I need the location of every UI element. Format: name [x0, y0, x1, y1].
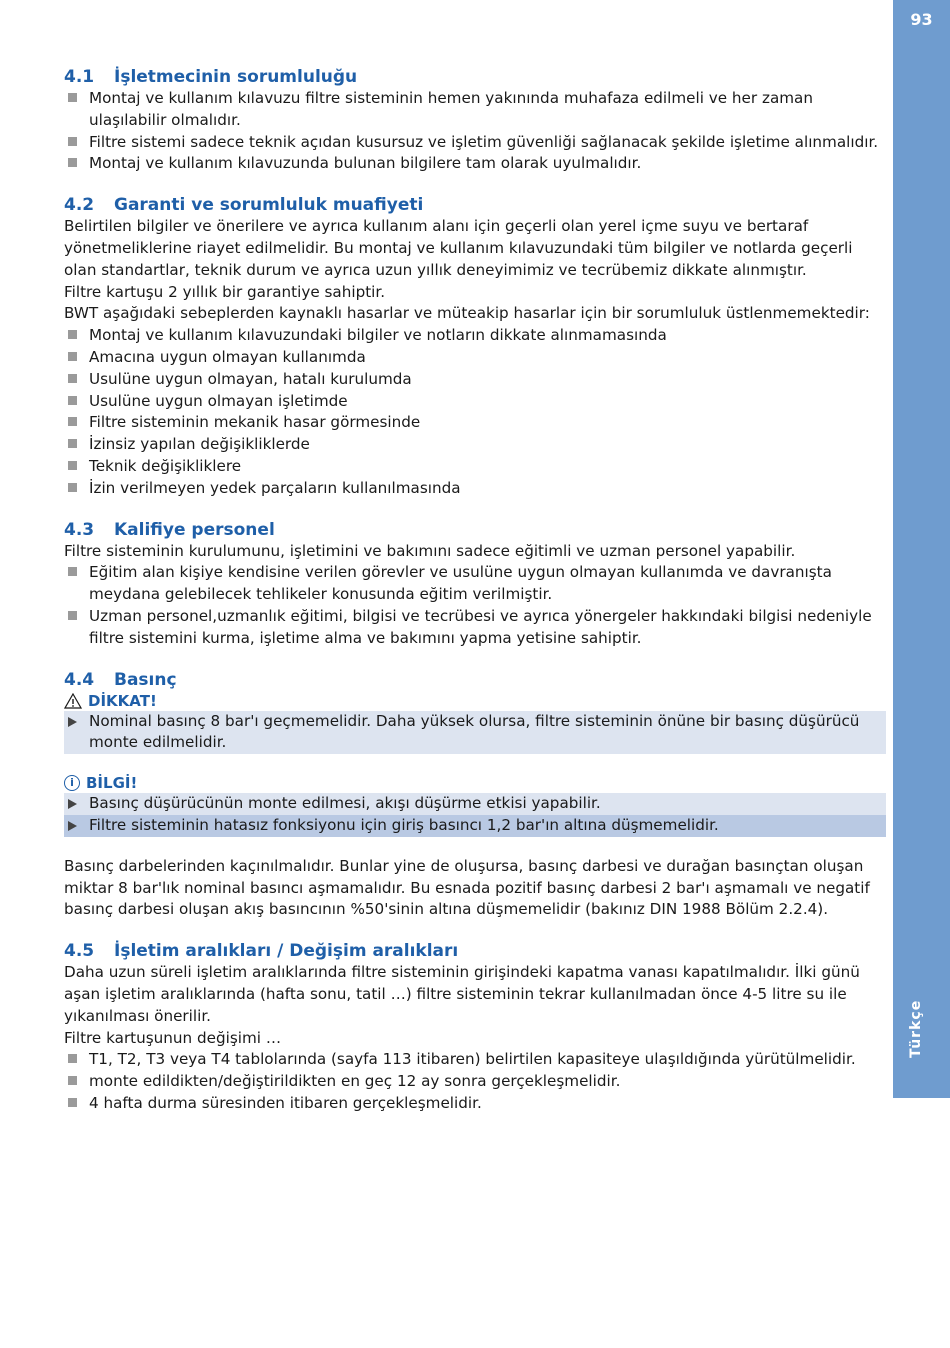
paragraph: Basınç darbelerinden kaçınılmalıdır. Bunlar yine de oluşursa, basınç darbesi ve durağan basınçtan oluşan miktar 8 bar'lık nominal basıncı aşmamalıdır. Bu esnada pozitif basınç darbesi 2 bar'ı aşmamalı ve negatif basınç darbesi oluşan akış basıncının %50'sinin altına düşmemelidir (bakınız DIN 1988 Bölüm 2.2.4).	[64, 856, 870, 919]
info-text: BİLGİ!	[86, 774, 138, 793]
list-item: Usulüne uygun olmayan işletimde	[64, 391, 886, 413]
paragraph: Filtre kartuşu 2 yıllık bir garantiye sahiptir.	[64, 282, 386, 301]
paragraph: Belirtilen bilgiler ve önerilere ve ayrıca kullanım alanı için geçerli olan yerel içme suyu ve bertaraf yönetmeliklerine riayet edilmelidir. Bu montaj ve kullanım kılavuzundaki tüm bilgiler ve notlarda geçerli olan standartlar, teknik durum ve ayrıca uzun yıllık deneyimimiz ve tecrübemiz dikkate alınmıştır.	[64, 217, 853, 279]
bullet-list	[64, 88, 886, 175]
bullet-list	[64, 562, 886, 649]
info-icon: i	[64, 775, 80, 791]
page-content	[64, 66, 886, 1115]
language-sidebar	[893, 0, 950, 1098]
paragraph: BWT aşağıdaki sebeplerden kaynaklı hasarlar ve müteakip hasarlar için bir sorumluluk üstlenmemektedir:	[64, 304, 870, 323]
warning-icon	[64, 693, 82, 709]
list-item: Uzman personel,uzmanlık eğitimi, bilgisi ve tecrübesi ve ayrıca yönergeler hakkındaki bilgisi nedeniyle filtre sistemini kurma, işletime alma ve bakımını yapma yetisine sahiptir.	[64, 606, 886, 650]
section-title: Garanti ve sorumluluk muafiyeti	[114, 195, 424, 216]
bullet-list	[64, 1049, 886, 1114]
list-item: Montaj ve kullanım kılavuzu filtre sisteminin hemen yakınında muhafaza edilmeli ve her zaman ulaşılabilir olmalıdır.	[64, 88, 886, 132]
section-number: 4.1	[64, 67, 95, 87]
list-item: T1, T2, T3 veya T4 tablolarında (sayfa 113 itibaren) belirtilen kapasiteye ulaşıldığında yürütülmelidir.	[64, 1049, 886, 1071]
section-title: İşletmecinin sorumluluğu	[114, 67, 358, 87]
section-heading	[64, 669, 886, 691]
list-item: Filtre sisteminin mekanik hasar görmesinde	[64, 412, 886, 434]
list-item: Filtre sistemi sadece teknik açıdan kusursuz ve işletim güvenliği sağlanacak şekilde işletime alınmalıdır.	[64, 132, 886, 154]
list-item: Eğitim alan kişiye kendisine verilen görevler ve usulüne uygun olmayan kullanımda ve davranışta meydana gelebilecek tehlikeler konusunda eğitim verilmiştir.	[64, 562, 886, 606]
warning-label	[64, 691, 886, 711]
section-title: Basınç	[114, 669, 177, 690]
section-heading	[64, 940, 886, 962]
paragraph: Filtre sisteminin kurulumunu, işletimini ve bakımını sadece eğitimli ve uzman personel yapabilir.	[64, 541, 796, 560]
section-title: İşletim aralıkları / Değişim aralıkları	[114, 941, 459, 962]
info-label	[64, 773, 886, 793]
list-item: İzinsiz yapılan değişikliklerde	[64, 434, 886, 456]
paragraph: Daha uzun süreli işletim aralıklarında filtre sisteminin girişindeki kapatma vanası kapatılmalıdır. İlki günü aşan işletim aralıklarında (hafta sonu, tatil …) filtre sisteminin tekrar kullanılmadan önce 4-5 litre su ile yıkanılması önerilir.	[64, 963, 860, 1025]
list-item: 4 hafta durma süresinden itibaren gerçekleşmelidir.	[64, 1093, 886, 1115]
section-number: 4.2	[64, 195, 95, 216]
warning-text: DİKKAT!	[88, 691, 157, 710]
info-item: Basınç düşürücünün monte edilmesi, akışı düşürme etkisi yapabilir.	[64, 793, 886, 815]
warning-item: Nominal basınç 8 bar'ı geçmemelidir. Daha yüksek olursa, filtre sisteminin önüne bir basınç düşürücü monte edilmelidir.	[64, 711, 886, 755]
language-tab: Türkçe	[908, 999, 924, 1058]
section-title: Kalifiye personel	[114, 519, 275, 540]
section-number: 4.4	[64, 669, 95, 690]
page-number: 93	[910, 10, 933, 29]
list-item: Amacına uygun olmayan kullanımda	[64, 347, 886, 369]
paragraph: Filtre kartuşunun değişimi …	[64, 1028, 282, 1047]
list-item: Montaj ve kullanım kılavuzunda bulunan bilgilere tam olarak uyulmalıdır.	[64, 153, 886, 175]
list-item: Teknik değişikliklere	[64, 456, 886, 478]
section-heading	[64, 66, 886, 88]
list-item: Montaj ve kullanım kılavuzundaki bilgiler ve notların dikkate alınmamasında	[64, 325, 886, 347]
info-item: Filtre sisteminin hatasız fonksiyonu için giriş basıncı 1,2 bar'ın altına düşmemelidir.	[64, 815, 886, 837]
section-heading	[64, 194, 886, 216]
list-item: Usulüne uygun olmayan, hatalı kurulumda	[64, 369, 886, 391]
section-heading	[64, 519, 886, 541]
bullet-list	[64, 325, 886, 499]
list-item: İzin verilmeyen yedek parçaların kullanılmasında	[64, 478, 886, 500]
section-number: 4.3	[64, 519, 95, 540]
section-number: 4.5	[64, 941, 95, 962]
list-item: monte edildikten/değiştirildikten en geç 12 ay sonra gerçekleşmelidir.	[64, 1071, 886, 1093]
